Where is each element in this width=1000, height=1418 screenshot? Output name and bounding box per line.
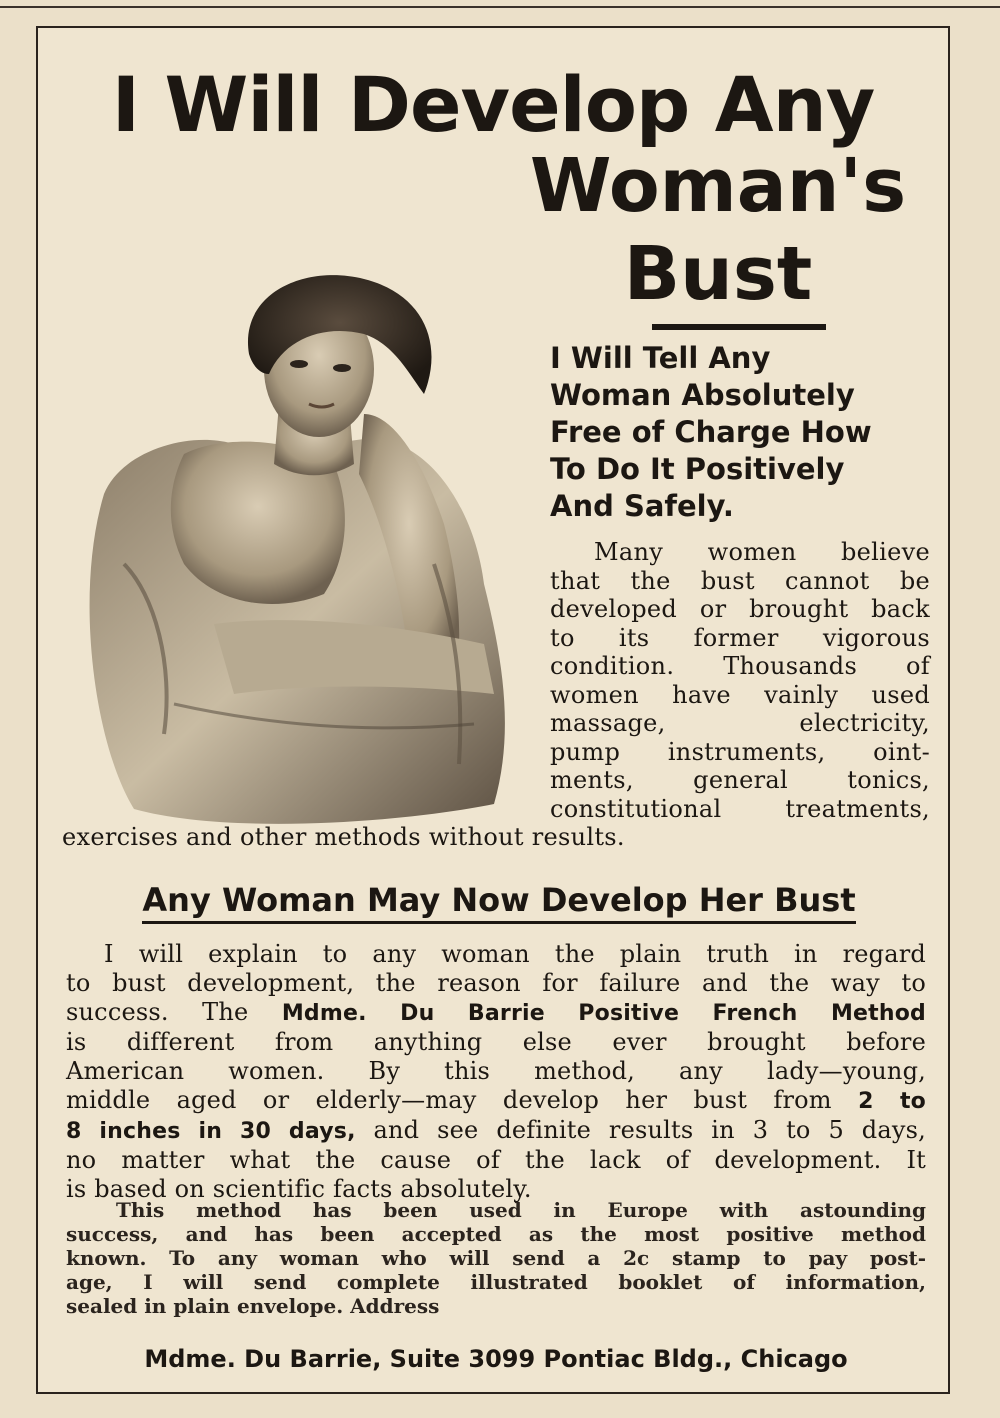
intro-line: massage, electricity, xyxy=(550,709,930,737)
body-line: no matter what the cause of the lack of development. It xyxy=(66,1146,926,1174)
intro-line: pump instruments, oint- xyxy=(550,737,930,766)
body-text-run: success. The xyxy=(66,998,282,1026)
bold-claim: 2 to xyxy=(858,1089,926,1114)
intro-line: constitutional treatments, xyxy=(550,794,930,823)
intro-line: Many women believe xyxy=(594,538,930,566)
body-line xyxy=(66,998,926,1028)
intro-line: that the bust cannot be xyxy=(550,566,930,595)
section-heading xyxy=(94,878,904,922)
fine-print-line: success, and has been accepted as the most positive method xyxy=(66,1222,926,1246)
body-line: is based on scientific facts absolutely. xyxy=(66,1175,532,1203)
fine-print-line: age, I will send complete illustrated booklet of information, xyxy=(66,1270,926,1294)
body-line: is different from anything else ever brought before xyxy=(66,1028,926,1056)
section-heading-text: Any Woman May Now Develop Her Bust xyxy=(142,881,855,924)
intro-line: women have vainly used xyxy=(550,680,930,709)
body-line: to bust development, the reason for failure and the way to xyxy=(66,969,926,997)
subhead-line: And Safely. xyxy=(550,489,734,523)
intro-line: to its former vigorous xyxy=(550,623,930,652)
top-rule xyxy=(0,6,1000,8)
intro-last-line: exercises and other methods without results. xyxy=(62,823,625,851)
headline-line-3: Bust xyxy=(623,231,813,317)
body-line: American women. By this method, any lady—young, xyxy=(66,1057,926,1085)
woman-portrait-illustration xyxy=(64,264,524,834)
advertisement-frame xyxy=(36,26,950,1394)
subhead-line: To Do It Positively xyxy=(550,452,845,486)
subhead-line: Woman Absolutely xyxy=(550,378,855,412)
headline-underline xyxy=(652,324,826,330)
mailing-address: Mdme. Du Barrie, Suite 3099 Pontiac Bldg., Chicago xyxy=(144,1345,848,1373)
fine-print-line: This method has been used in Europe with astounding xyxy=(116,1198,926,1222)
subheadline xyxy=(550,340,930,525)
bold-claim: 8 inches in 30 days, xyxy=(66,1119,356,1144)
body-text-run: middle aged or elderly—may develop her bust from xyxy=(66,1086,859,1114)
method-name: Mdme. Du Barrie Positive French Method xyxy=(281,1001,926,1026)
fine-print-line: sealed in plain envelope. Address xyxy=(66,1294,440,1318)
intro-paragraph xyxy=(550,538,930,823)
headline-line-1: I Will Develop Any xyxy=(111,60,875,149)
body-text-run: and see definite results in 3 to 5 days, xyxy=(355,1116,926,1144)
body-line: I will explain to any woman the plain truth in regard xyxy=(104,940,926,968)
headline-line-2: Woman's xyxy=(529,143,907,229)
fine-print-paragraph xyxy=(66,1198,926,1318)
body-line xyxy=(66,1086,926,1116)
headline-continued xyxy=(468,142,968,318)
subhead-line: Free of Charge How xyxy=(550,415,872,449)
body-paragraph xyxy=(66,940,926,1204)
subhead-line: I Will Tell Any xyxy=(550,341,771,375)
body-line xyxy=(66,1116,926,1146)
intro-line: ments, general tonics, xyxy=(550,766,930,794)
fine-print-line: known. To any woman who will send a 2c stamp to pay post- xyxy=(66,1246,926,1270)
intro-line: developed or brought back xyxy=(550,595,930,623)
intro-line: condition. Thousands of xyxy=(550,652,930,680)
